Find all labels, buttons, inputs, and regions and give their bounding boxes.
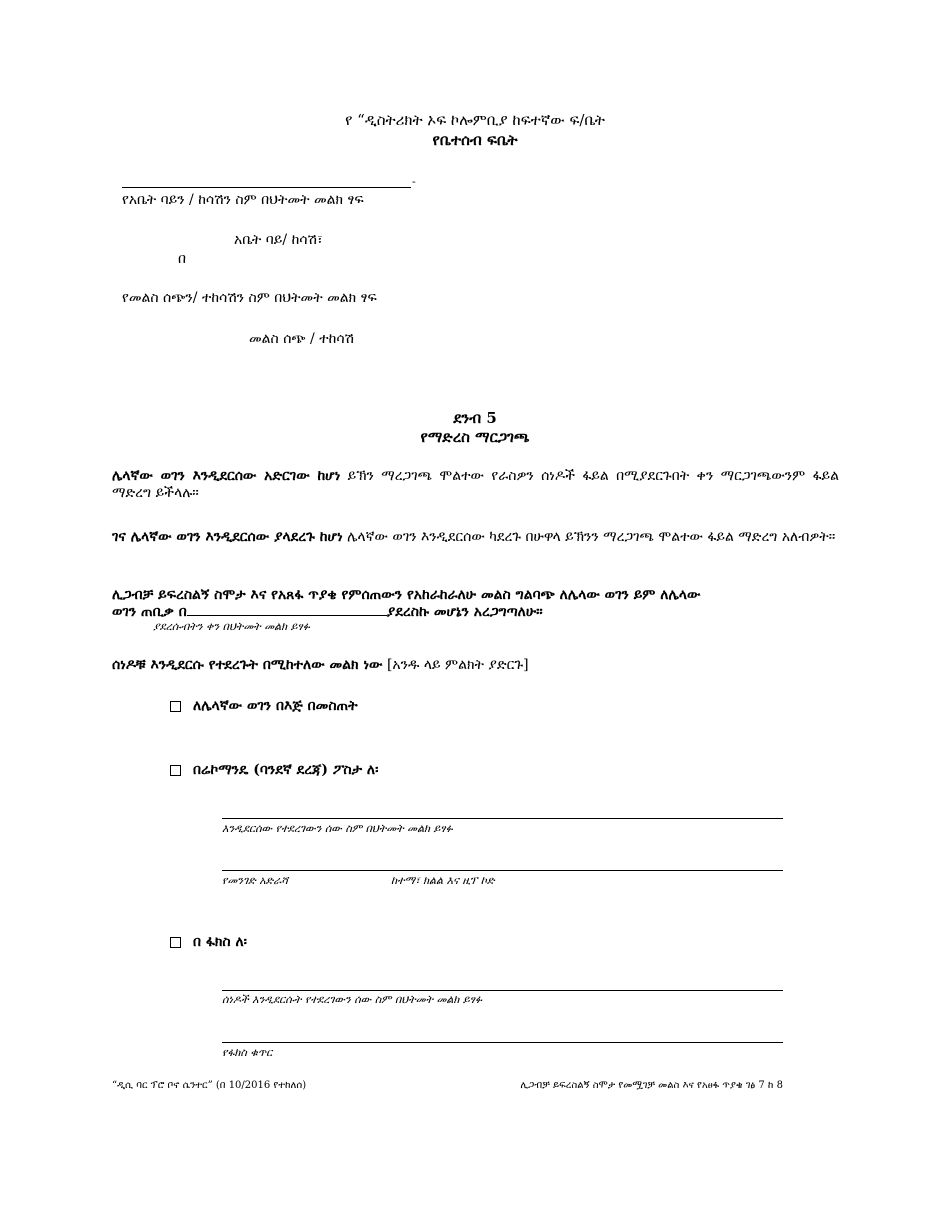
fax-number-line[interactable] [222,1042,783,1043]
street-address-label: የመንገድ አድራሻ [222,874,289,887]
fax-checkbox[interactable] [170,937,181,948]
defendant-name-instruction: የመልስ ሰጭን/ ተከሳሽን ስም በህትመት መልክ ፃፍ [122,290,377,306]
fax-recipient-instruction: ሰነዶች እንዲደርሱት የተደረገውን ሰው ስም በህትመት መልክ ይፃፉ [222,993,483,1006]
paragraph-not-yet-served-lead: ገና ሌላኛው ወገን እንዲደርሰው ያላደረጉ ከሆነ [112,529,343,545]
certified-mail-checkbox[interactable] [170,765,181,776]
hand-delivery-checkbox[interactable] [170,701,181,712]
plaintiff-role: አቤት ባይ/ ከሳሽ፣ [234,232,323,248]
certification-line-2-end: ያደረስኩ መሆኔን አረጋግጣለሁ። [386,604,543,620]
certification-line-2-start: ወገን ጠቢቃ በ [112,604,187,620]
plaintiff-name-line [122,187,411,188]
paragraph-already-served-body: ይኽን ማረጋገጫ ሞልተው የራስዎን ሰነዶች ፋይል በሚያደርጉበት ቀን ማርጋገጫውንም ፋይል ማድረግ ይችላሉ። [112,468,839,501]
service-date-field[interactable] [187,603,387,616]
fax-recipient-name-line[interactable] [222,990,783,991]
paragraph-not-yet-served [112,529,839,546]
footer-left: “ዲሲ ባር ፕሮ ቦኖ ሴንተር” (በ 10/2016 የተከለሰ) [112,1080,307,1091]
mail-address-line[interactable] [222,870,783,871]
fax-number-label: የፋክስ ቁጥር [222,1046,273,1059]
date-instruction: ያደረሱብትን ቀን በህትመት መልክ ይፃፉ [153,620,310,633]
court-title: የ “ዲስትሪክት ኦፍ ኮሎምቢያ ከፍተኛው ፍ/ቤት [345,111,605,129]
mail-recipient-instruction: እንዲደርሰው የተደረገውን ሰው ስም በህትመት መልክ ይፃፉ [222,822,453,835]
city-state-zip-label: ከተማ፣ ክልል እና ዚፕ ኮድ [391,874,495,887]
versus: በ [178,251,187,267]
certification-line-1: ሊጋብቻ ይፍረስልኝ ስሞታ እና የአጸፋ ጥያቄ የምሰጠውን የአከራከራለሁ መልስ ግልባጭ ለሌላው ወገን ይም ለሌላው [112,587,701,603]
form-title: የማድረስ ማርጋገጫ [420,428,530,446]
plaintiff-name-instruction: የአቤት ባይን / ከሳሽን ስም በህትመት መልክ ፃፍ [122,192,364,208]
paragraph-already-served [112,468,839,502]
service-method-note: [አንዱ ላይ ምልክት ያድርጉ] [382,657,529,673]
hand-delivery-label: ለሌላኛው ወገን በእጅ በመስጠት [193,698,358,714]
paragraph-not-yet-served-body: ሌላኛው ወገን እንዲደርሰው ካደረጉ በሁዋላ ይኽንን ማረጋገጫ ሞልተው ፋይል ማድረግ አለብዎት። [342,529,836,545]
line-end-mark: - [412,175,416,188]
fax-label: በ ፋክስ ለ፡ [193,934,247,950]
footer-right: ሊጋብቻ ይፍረስልኝ ስሞታ የመሟገቻ መልስ እና የአፀፋ ጥያቄ ገፅ 7 ከ 8 [520,1080,783,1091]
mail-recipient-name-line[interactable] [222,818,783,819]
paragraph-already-served-lead: ሌላኛው ወገን እንዲደርሰው አድርገው ከሆነ [112,468,341,484]
defendant-role: መልስ ሰጭ / ተከሳሽ [249,331,354,347]
certification-line-2 [112,603,543,620]
service-method-label: ሰነዶቹ እንዲደርሱ የተደረጉት በሚከተለው መልክ ነው [112,657,383,673]
form-number: ደንብ 5 [453,409,497,427]
certified-mail-label: በሬኮማንዴ (ባንደኛ ደረጃ) ፖስታ ለ፡ [193,762,379,778]
division-title: የቤተሰብ ፍቤት [432,131,518,149]
service-method-heading [112,657,529,673]
